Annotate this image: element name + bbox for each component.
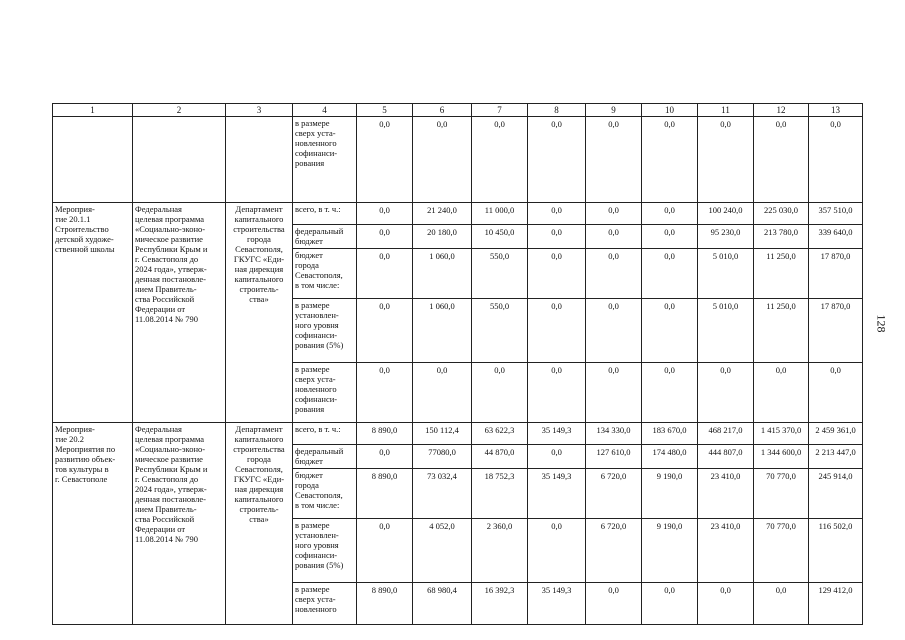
- program-name: Федеральная целевая программа «Социально-эконо- мическое развитие Республики Крым и г. Севастополя до 2024 года», утверж- денная постановле- нием Правитель- ства Российской Федерации от 11.08.2014 № 790: [133, 423, 226, 625]
- value-cell: 17 870,0: [809, 299, 863, 363]
- column-number: 6: [413, 104, 472, 117]
- value-cell: 0,0: [528, 225, 586, 249]
- value-cell: 213 780,0: [754, 225, 809, 249]
- value-cell: 9 190,0: [642, 469, 698, 519]
- value-cell: 18 752,3: [472, 469, 528, 519]
- value-cell: 23 410,0: [698, 469, 754, 519]
- value-cell: 63 622,3: [472, 423, 528, 445]
- value-cell: 0,0: [357, 117, 413, 203]
- value-cell: 150 112,4: [413, 423, 472, 445]
- value-cell: 95 230,0: [698, 225, 754, 249]
- value-cell: 0,0: [586, 299, 642, 363]
- value-cell: 0,0: [357, 203, 413, 225]
- funding-source: в размере сверх уста- новленного софинанси- рования: [293, 117, 357, 203]
- column-number: 9: [586, 104, 642, 117]
- table-row: [53, 203, 863, 225]
- value-cell: 1 344 600,0: [754, 445, 809, 469]
- value-cell: 0,0: [586, 117, 642, 203]
- value-cell: 0,0: [472, 363, 528, 423]
- value-cell: 0,0: [528, 249, 586, 299]
- value-cell: 35 149,3: [528, 423, 586, 445]
- value-cell: 2 360,0: [472, 519, 528, 583]
- value-cell: 0,0: [754, 583, 809, 625]
- funding-source: в размере установлен- ного уровня софинанси- рования (5%): [293, 519, 357, 583]
- value-cell: 8 890,0: [357, 469, 413, 519]
- value-cell: 6 720,0: [586, 519, 642, 583]
- value-cell: 2 459 361,0: [809, 423, 863, 445]
- value-cell: 11 000,0: [472, 203, 528, 225]
- value-cell: 2 213 447,0: [809, 445, 863, 469]
- value-cell: 174 480,0: [642, 445, 698, 469]
- value-cell: 116 502,0: [809, 519, 863, 583]
- page-number: 128: [874, 314, 889, 333]
- value-cell: 0,0: [754, 363, 809, 423]
- value-cell: 1 060,0: [413, 299, 472, 363]
- column-number: 13: [809, 104, 863, 117]
- value-cell: 1 415 370,0: [754, 423, 809, 445]
- column-number: 8: [528, 104, 586, 117]
- value-cell: 0,0: [698, 117, 754, 203]
- value-cell: 0,0: [642, 225, 698, 249]
- value-cell: 0,0: [642, 583, 698, 625]
- value-cell: 44 870,0: [472, 445, 528, 469]
- value-cell: 0,0: [357, 445, 413, 469]
- value-cell: 550,0: [472, 299, 528, 363]
- value-cell: 0,0: [809, 117, 863, 203]
- value-cell: 225 030,0: [754, 203, 809, 225]
- value-cell: 70 770,0: [754, 469, 809, 519]
- value-cell: 0,0: [642, 363, 698, 423]
- column-number: 11: [698, 104, 754, 117]
- value-cell: 0,0: [528, 445, 586, 469]
- value-cell: 0,0: [642, 117, 698, 203]
- value-cell: 129 412,0: [809, 583, 863, 625]
- value-cell: 0,0: [698, 583, 754, 625]
- value-cell: 468 217,0: [698, 423, 754, 445]
- value-cell: 5 010,0: [698, 249, 754, 299]
- executor-name: Департамент капитального строительства города Севастополя, ГКУГС «Еди- ная дирекция капитального строитель- ства»: [226, 423, 293, 625]
- value-cell: 0,0: [528, 203, 586, 225]
- value-cell: 0,0: [754, 117, 809, 203]
- value-cell: 5 010,0: [698, 299, 754, 363]
- value-cell: 444 807,0: [698, 445, 754, 469]
- funding-source: федеральный бюджет: [293, 225, 357, 249]
- value-cell: 11 250,0: [754, 299, 809, 363]
- value-cell: 0,0: [357, 299, 413, 363]
- column-number: 5: [357, 104, 413, 117]
- value-cell: 0,0: [357, 249, 413, 299]
- value-cell: 127 610,0: [586, 445, 642, 469]
- column-number: 4: [293, 104, 357, 117]
- value-cell: 68 980,4: [413, 583, 472, 625]
- value-cell: 21 240,0: [413, 203, 472, 225]
- value-cell: 4 052,0: [413, 519, 472, 583]
- funding-source: бюджет города Севастополя, в том числе:: [293, 249, 357, 299]
- value-cell: 0,0: [413, 363, 472, 423]
- value-cell: 0,0: [586, 363, 642, 423]
- column-number: 7: [472, 104, 528, 117]
- value-cell: 11 250,0: [754, 249, 809, 299]
- value-cell: 0,0: [642, 299, 698, 363]
- funding-source: в размере сверх уста- новленного софинанси- рования: [293, 363, 357, 423]
- funding-source: в размере сверх уста- новленного: [293, 583, 357, 625]
- empty-cell: [53, 117, 133, 203]
- table-row: [53, 423, 863, 445]
- value-cell: 134 330,0: [586, 423, 642, 445]
- value-cell: 0,0: [413, 117, 472, 203]
- value-cell: 0,0: [528, 117, 586, 203]
- empty-cell: [226, 117, 293, 203]
- event-name: Мероприя- тие 20.1.1 Строительство детской художе- ственной школы: [53, 203, 133, 423]
- value-cell: 35 149,3: [528, 469, 586, 519]
- program-name: Федеральная целевая программа «Социально-эконо- мическое развитие Республики Крым и г. Севастополя до 2024 года», утверж- денная постановле- нием Правитель- ства Российской Федерации от 11.08.2014 № 790: [133, 203, 226, 423]
- header-row: [53, 104, 863, 117]
- column-number: 2: [133, 104, 226, 117]
- funding-source: всего, в т. ч.:: [293, 203, 357, 225]
- value-cell: 77080,0: [413, 445, 472, 469]
- empty-cell: [133, 117, 226, 203]
- value-cell: 0,0: [472, 117, 528, 203]
- value-cell: 73 032,4: [413, 469, 472, 519]
- value-cell: 183 670,0: [642, 423, 698, 445]
- value-cell: 8 890,0: [357, 423, 413, 445]
- value-cell: 339 640,0: [809, 225, 863, 249]
- column-number: 3: [226, 104, 293, 117]
- value-cell: 70 770,0: [754, 519, 809, 583]
- value-cell: 0,0: [642, 203, 698, 225]
- value-cell: 0,0: [528, 519, 586, 583]
- value-cell: 10 450,0: [472, 225, 528, 249]
- value-cell: 0,0: [528, 363, 586, 423]
- value-cell: 0,0: [528, 299, 586, 363]
- value-cell: 6 720,0: [586, 469, 642, 519]
- column-number: 10: [642, 104, 698, 117]
- funding-source: бюджет города Севастополя, в том числе:: [293, 469, 357, 519]
- value-cell: 0,0: [698, 363, 754, 423]
- value-cell: 20 180,0: [413, 225, 472, 249]
- value-cell: 0,0: [642, 249, 698, 299]
- funding-source: в размере установлен- ного уровня софинанси- рования (5%): [293, 299, 357, 363]
- funding-source: всего, в т. ч.:: [293, 423, 357, 445]
- funding-source: федеральный бюджет: [293, 445, 357, 469]
- value-cell: 0,0: [586, 249, 642, 299]
- value-cell: 0,0: [357, 225, 413, 249]
- value-cell: 0,0: [809, 363, 863, 423]
- value-cell: 245 914,0: [809, 469, 863, 519]
- value-cell: 0,0: [586, 203, 642, 225]
- value-cell: 35 149,3: [528, 583, 586, 625]
- value-cell: 100 240,0: [698, 203, 754, 225]
- value-cell: 0,0: [586, 225, 642, 249]
- value-cell: 357 510,0: [809, 203, 863, 225]
- value-cell: 23 410,0: [698, 519, 754, 583]
- budget-table: [52, 103, 863, 625]
- table-row: [53, 117, 863, 203]
- value-cell: 550,0: [472, 249, 528, 299]
- value-cell: 17 870,0: [809, 249, 863, 299]
- event-name: Мероприя- тие 20.2 Мероприятия по развитию объек- тов культуры в г. Севастополе: [53, 423, 133, 625]
- value-cell: 0,0: [586, 583, 642, 625]
- value-cell: 1 060,0: [413, 249, 472, 299]
- value-cell: 0,0: [357, 363, 413, 423]
- value-cell: 8 890,0: [357, 583, 413, 625]
- column-number: 12: [754, 104, 809, 117]
- value-cell: 9 190,0: [642, 519, 698, 583]
- value-cell: 0,0: [357, 519, 413, 583]
- executor-name: Департамент капитального строительства города Севастополя, ГКУГС «Еди- ная дирекция капитального строитель- ства»: [226, 203, 293, 423]
- column-number: 1: [53, 104, 133, 117]
- value-cell: 16 392,3: [472, 583, 528, 625]
